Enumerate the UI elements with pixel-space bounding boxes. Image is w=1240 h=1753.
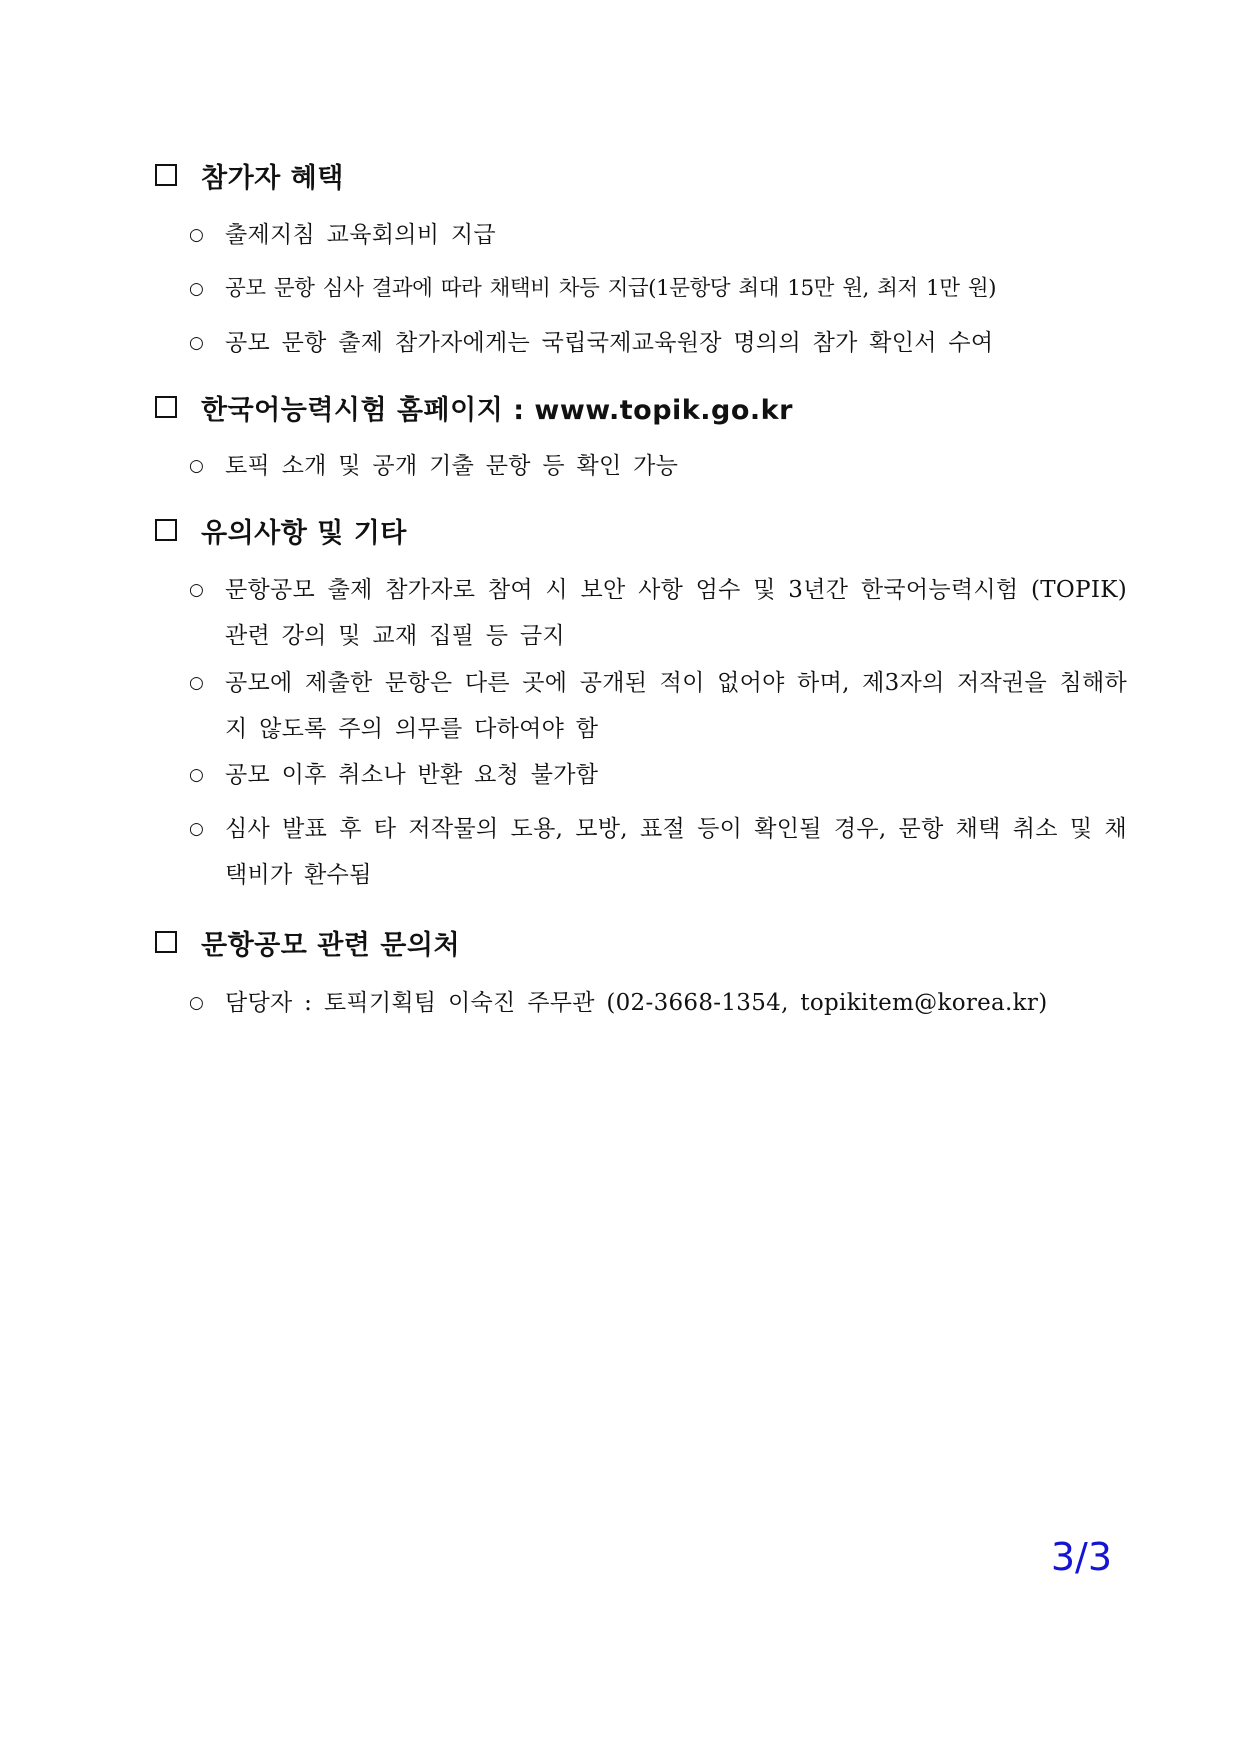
list-item: ○ 공모 문항 출제 참가자에게는 국립국제교육원장 명의의 참가 확인서 수여 bbox=[187, 320, 1127, 366]
bullet-circle-icon: ○ bbox=[189, 456, 204, 476]
bullet-circle-icon: ○ bbox=[189, 765, 204, 785]
checkbox-icon bbox=[155, 164, 177, 186]
bullet-circle-icon: ○ bbox=[189, 993, 204, 1013]
bullet-circle-icon: ○ bbox=[189, 333, 204, 353]
checkbox-icon bbox=[155, 396, 177, 418]
section-heading-homepage bbox=[155, 387, 793, 427]
list-item: ○ 심사 발표 후 타 저작물의 도용, 모방, 표절 등이 확인될 경우, 문항 채택 취소 및 채택비가 환수됨 bbox=[187, 806, 1127, 898]
bullet-circle-icon: ○ bbox=[189, 225, 204, 245]
list-item: ○ 출제지침 교육회의비 지급 bbox=[187, 212, 1127, 258]
section-heading-contact bbox=[155, 922, 460, 962]
section-title: 참가자 혜택 bbox=[201, 162, 344, 194]
list-item: ○ 공모 이후 취소나 반환 요청 불가함 bbox=[187, 752, 1127, 798]
bullet-circle-icon: ○ bbox=[189, 279, 204, 299]
section-heading-benefits bbox=[155, 155, 344, 195]
checkbox-icon bbox=[155, 931, 177, 953]
page-number: 3/3 bbox=[1050, 1535, 1112, 1579]
bullet-circle-icon: ○ bbox=[189, 673, 204, 693]
list-item: ○ 토픽 소개 및 공개 기출 문항 등 확인 가능 bbox=[187, 443, 1127, 489]
section-title: 유의사항 및 기타 bbox=[201, 517, 407, 549]
list-item: ○ 담당자 : 토픽기획팀 이숙진 주무관 (02-3668-1354, topikitem@korea.kr) bbox=[187, 980, 1127, 1026]
section-title: 문항공모 관련 문의처 bbox=[201, 929, 461, 961]
list-item: ○ 문항공모 출제 참가자로 참여 시 보안 사항 엄수 및 3년간 한국어능력시험 (TOPIK) 관련 강의 및 교재 집필 등 금지 bbox=[187, 567, 1127, 659]
checkbox-icon bbox=[155, 519, 177, 541]
bullet-circle-icon: ○ bbox=[189, 819, 204, 839]
section-heading-notes bbox=[155, 510, 407, 550]
list-item: ○ 공모 문항 심사 결과에 따라 채택비 차등 지급(1문항당 최대 15만 원, 최저 1만 원) bbox=[187, 266, 1127, 312]
list-item: ○ 공모에 제출한 문항은 다른 곳에 공개된 적이 없어야 하며, 제3자의 저작권을 침해하지 않도록 주의 의무를 다하여야 함 bbox=[187, 660, 1127, 752]
section-title: 한국어능력시험 홈페이지 : www.topik.go.kr bbox=[201, 394, 793, 426]
bullet-circle-icon: ○ bbox=[189, 580, 204, 600]
